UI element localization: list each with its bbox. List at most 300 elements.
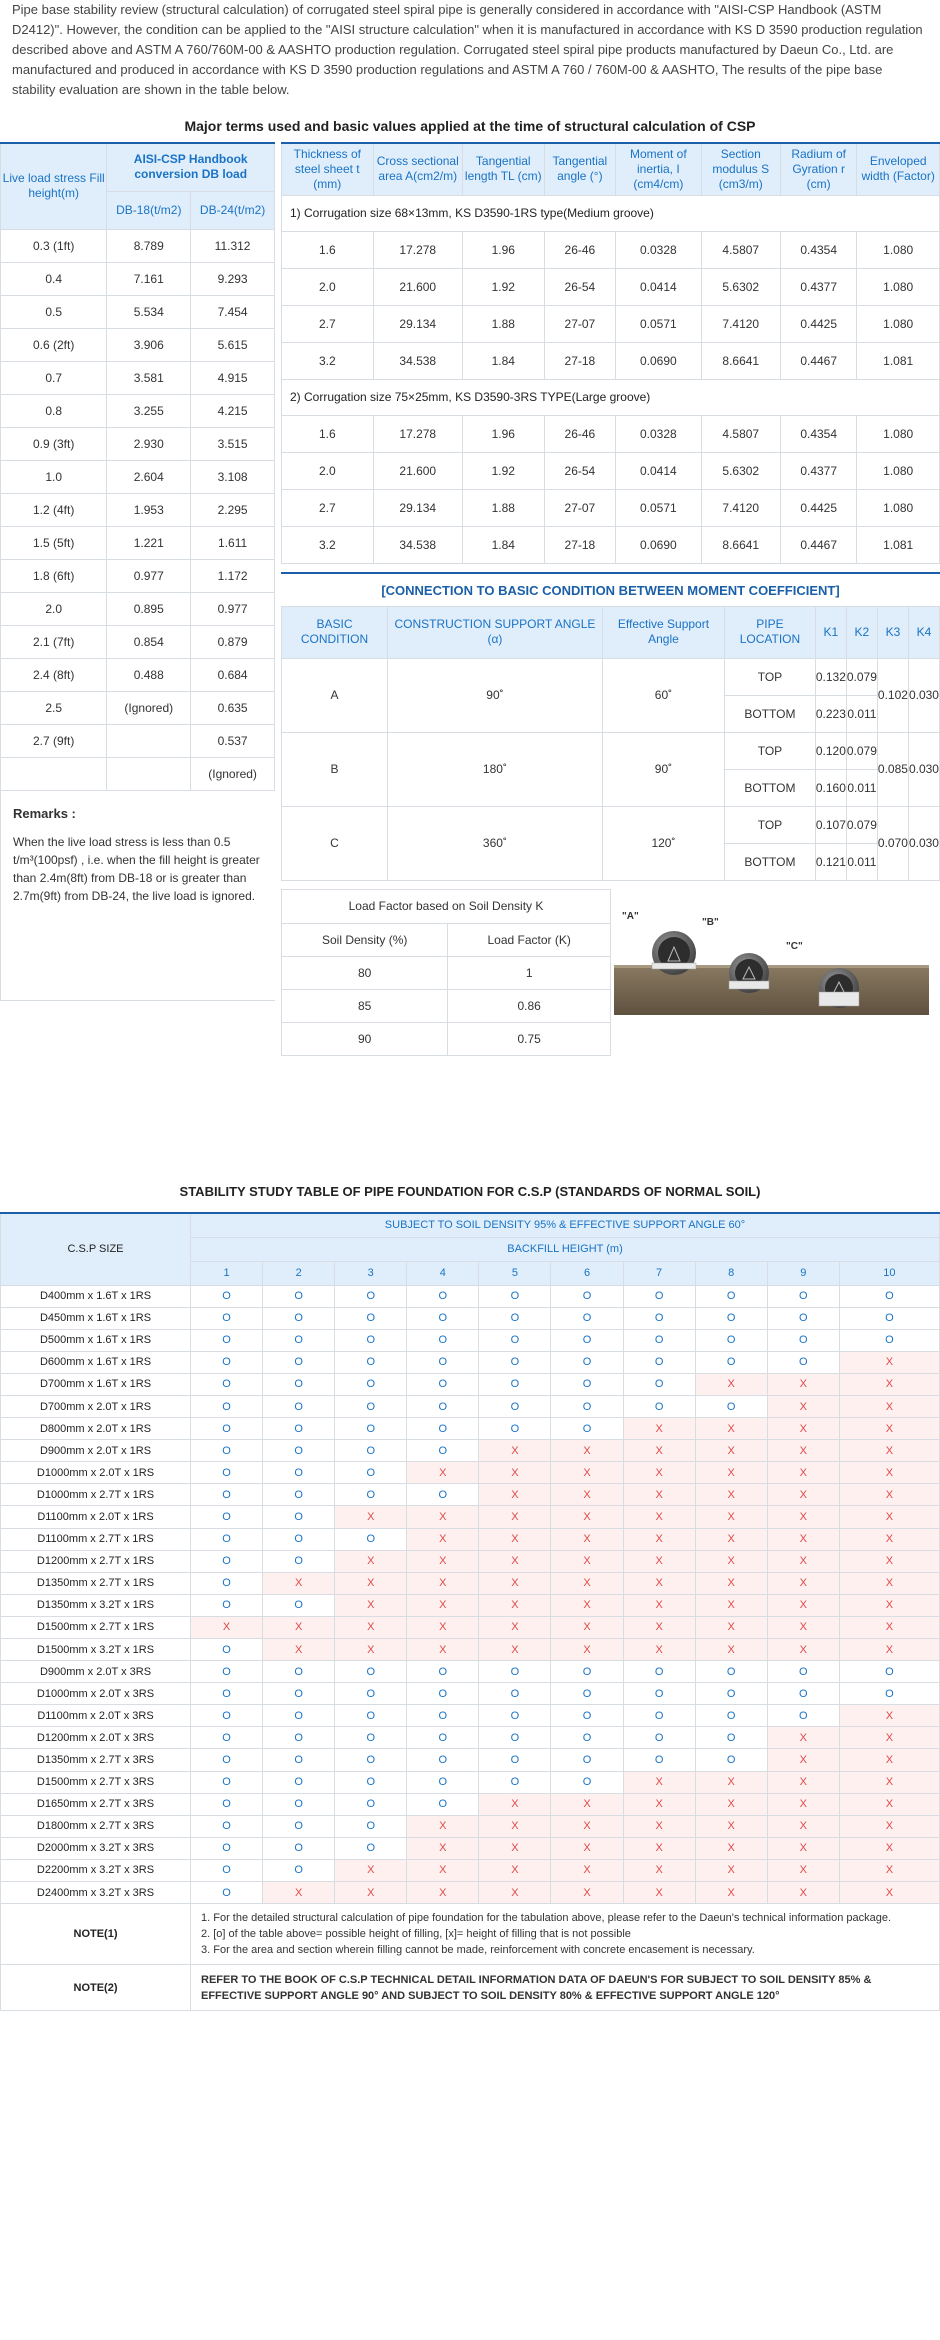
properties-col-header: Enveloped width (Factor) xyxy=(857,143,940,195)
moment-cell: BOTTOM xyxy=(725,695,816,732)
stability-not-possible-mark: X xyxy=(479,1882,551,1904)
stability-possible-mark: O xyxy=(263,1506,335,1528)
stability-not-possible-mark: X xyxy=(407,1639,479,1661)
remarks-text: When the live load stress is less than 0.5 t/m³(100psf) , i.e. when the fill height is greater than 2.4m(8ft) from DB-18 or is greater than 2.7m(9ft) from DB-24, the live load is ignored. xyxy=(13,834,260,903)
properties-cell: 1.92 xyxy=(462,268,544,305)
stability-possible-mark: O xyxy=(767,1285,839,1307)
stability-possible-mark: O xyxy=(191,1705,263,1727)
live-load-row xyxy=(1,658,275,691)
stability-possible-mark: O xyxy=(263,1837,335,1859)
live-load-cell: 2.0 xyxy=(1,592,107,625)
stability-possible-mark: O xyxy=(191,1594,263,1616)
properties-cell: 21.600 xyxy=(373,452,462,489)
stability-not-possible-mark: X xyxy=(623,1594,695,1616)
stability-size: D1500mm x 3.2T x 1RS xyxy=(1,1639,191,1661)
stability-possible-mark: O xyxy=(191,1661,263,1683)
stability-possible-mark: O xyxy=(263,1727,335,1749)
properties-cell: 0.4354 xyxy=(780,231,856,268)
stability-not-possible-mark: X xyxy=(263,1639,335,1661)
stability-not-possible-mark: X xyxy=(335,1572,407,1594)
stability-possible-mark: O xyxy=(623,1373,695,1395)
properties-cell: 1.92 xyxy=(462,452,544,489)
stability-row xyxy=(1,1793,940,1815)
live-load-row xyxy=(1,559,275,592)
stability-not-possible-mark: X xyxy=(767,1506,839,1528)
stability-possible-mark: O xyxy=(695,1749,767,1771)
stability-not-possible-mark: X xyxy=(767,1815,839,1837)
stability-not-possible-mark: X xyxy=(551,1440,623,1462)
stability-not-possible-mark: X xyxy=(479,1859,551,1881)
properties-cell: 0.4377 xyxy=(780,452,856,489)
stability-not-possible-mark: X xyxy=(695,1793,767,1815)
stability-not-possible-mark: X xyxy=(767,1528,839,1550)
live-load-cell: 1.611 xyxy=(191,526,275,559)
stability-col-size: C.S.P SIZE xyxy=(1,1213,191,1285)
stability-not-possible-mark: X xyxy=(839,1705,939,1727)
live-load-row xyxy=(1,526,275,559)
stability-possible-mark: O xyxy=(839,1307,939,1329)
moment-effective-angle: 60˚ xyxy=(602,658,724,732)
stability-possible-mark: O xyxy=(551,1705,623,1727)
stability-possible-mark: O xyxy=(551,1661,623,1683)
stability-possible-mark: O xyxy=(551,1329,623,1351)
stability-not-possible-mark: X xyxy=(767,1727,839,1749)
stability-possible-mark: O xyxy=(407,1484,479,1506)
stability-possible-mark: O xyxy=(623,1351,695,1373)
load-factor-section xyxy=(281,889,940,1056)
stability-not-possible-mark: X xyxy=(623,1528,695,1550)
stability-possible-mark: O xyxy=(335,1837,407,1859)
properties-row xyxy=(282,305,940,342)
moment-cell: 0.011 xyxy=(846,769,877,806)
properties-cell: 3.2 xyxy=(282,342,374,379)
stability-size: D600mm x 1.6T x 1RS xyxy=(1,1351,191,1373)
stability-not-possible-mark: X xyxy=(767,1859,839,1881)
stability-possible-mark: O xyxy=(407,1307,479,1329)
stability-possible-mark: O xyxy=(263,1307,335,1329)
properties-cell: 29.134 xyxy=(373,489,462,526)
moment-row-top xyxy=(282,732,940,769)
properties-col-header: Tangential angle (°) xyxy=(544,143,616,195)
stability-not-possible-mark: X xyxy=(479,1462,551,1484)
live-load-cell: 3.515 xyxy=(191,427,275,460)
stability-possible-mark: O xyxy=(695,1329,767,1351)
stability-possible-mark: O xyxy=(551,1285,623,1307)
load-factor-cell: 0.86 xyxy=(448,989,611,1022)
stability-not-possible-mark: X xyxy=(551,1639,623,1661)
stability-possible-mark: O xyxy=(623,1705,695,1727)
moment-col-header: PIPE LOCATION xyxy=(725,606,816,658)
live-load-cell: 5.615 xyxy=(191,328,275,361)
moment-construction-angle: 180˚ xyxy=(387,732,602,806)
stability-not-possible-mark: X xyxy=(335,1616,407,1638)
live-load-row xyxy=(1,757,275,790)
moment-col-header: K1 xyxy=(815,606,846,658)
stability-not-possible-mark: X xyxy=(551,1837,623,1859)
moment-col-header: Effective Support Angle xyxy=(602,606,724,658)
properties-table xyxy=(281,142,940,564)
illustration-label-b: "B" xyxy=(702,916,719,928)
stability-subject: SUBJECT TO SOIL DENSITY 95% & EFFECTIVE SUPPORT ANGLE 60° xyxy=(191,1213,940,1237)
stability-possible-mark: O xyxy=(695,1683,767,1705)
live-load-cell: 0.9 (3ft) xyxy=(1,427,107,460)
live-load-cell: 2.4 (8ft) xyxy=(1,658,107,691)
stability-not-possible-mark: X xyxy=(479,1837,551,1859)
stability-possible-mark: O xyxy=(191,1506,263,1528)
moment-col-header: BASIC CONDITION xyxy=(282,606,388,658)
stability-not-possible-mark: X xyxy=(767,1484,839,1506)
stability-not-possible-mark: X xyxy=(839,1837,939,1859)
stability-not-possible-mark: X xyxy=(407,1462,479,1484)
stability-not-possible-mark: X xyxy=(335,1882,407,1904)
stability-not-possible-mark: X xyxy=(839,1373,939,1395)
stability-not-possible-mark: X xyxy=(623,1550,695,1572)
properties-cell: 26-46 xyxy=(544,415,616,452)
live-load-cell: 2.5 xyxy=(1,691,107,724)
stability-not-possible-mark: X xyxy=(479,1594,551,1616)
stability-size: D1200mm x 2.7T x 1RS xyxy=(1,1550,191,1572)
stability-row xyxy=(1,1395,940,1417)
stability-not-possible-mark: X xyxy=(695,1639,767,1661)
moment-effective-angle: 120˚ xyxy=(602,806,724,880)
stability-possible-mark: O xyxy=(479,1661,551,1683)
properties-cell: 27-18 xyxy=(544,342,616,379)
stability-possible-mark: O xyxy=(623,1727,695,1749)
stability-possible-mark: O xyxy=(335,1727,407,1749)
live-load-cell: 4.915 xyxy=(191,361,275,394)
stability-not-possible-mark: X xyxy=(551,1793,623,1815)
properties-cell: 26-54 xyxy=(544,452,616,489)
live-load-cell: 3.108 xyxy=(191,460,275,493)
note1-label: NOTE(1) xyxy=(1,1904,191,1965)
stability-size: D700mm x 1.6T x 1RS xyxy=(1,1373,191,1395)
properties-cell: 1.080 xyxy=(857,415,940,452)
stability-possible-mark: O xyxy=(407,1793,479,1815)
stability-size: D1100mm x 2.7T x 1RS xyxy=(1,1528,191,1550)
properties-col-header: Section modulus S (cm3/m) xyxy=(701,143,780,195)
stability-possible-mark: O xyxy=(479,1395,551,1417)
stability-not-possible-mark: X xyxy=(623,1418,695,1440)
properties-row xyxy=(282,342,940,379)
live-load-cell: 0.895 xyxy=(107,592,191,625)
live-load-cell: 3.906 xyxy=(107,328,191,361)
live-load-cell: 0.537 xyxy=(191,724,275,757)
live-load-body xyxy=(1,229,275,790)
stability-possible-mark: O xyxy=(407,1727,479,1749)
stability-possible-mark: O xyxy=(695,1307,767,1329)
stability-possible-mark: O xyxy=(479,1771,551,1793)
stability-not-possible-mark: X xyxy=(335,1506,407,1528)
properties-cell: 1.88 xyxy=(462,305,544,342)
properties-cell: 2.7 xyxy=(282,489,374,526)
moment-construction-angle: 90˚ xyxy=(387,658,602,732)
stability-possible-mark: O xyxy=(263,1793,335,1815)
stability-possible-mark: O xyxy=(551,1771,623,1793)
stability-possible-mark: O xyxy=(191,1462,263,1484)
moment-condition: C xyxy=(282,806,388,880)
properties-cell: 1.84 xyxy=(462,526,544,563)
live-load-cell: 9.293 xyxy=(191,262,275,295)
properties-cell: 2.0 xyxy=(282,268,374,305)
pipe-bedding-illustration xyxy=(611,889,940,1055)
stability-possible-mark: O xyxy=(263,1683,335,1705)
moment-cell: 0.132 xyxy=(815,658,846,695)
stability-possible-mark: O xyxy=(263,1815,335,1837)
live-load-row xyxy=(1,691,275,724)
live-load-row xyxy=(1,427,275,460)
stability-not-possible-mark: X xyxy=(767,1882,839,1904)
live-load-cell: 0.854 xyxy=(107,625,191,658)
stability-not-possible-mark: X xyxy=(767,1550,839,1572)
live-load-panel xyxy=(0,142,275,1072)
stability-possible-mark: O xyxy=(335,1705,407,1727)
stability-possible-mark: O xyxy=(695,1285,767,1307)
live-load-cell: (Ignored) xyxy=(107,691,191,724)
stability-size: D1000mm x 2.7T x 1RS xyxy=(1,1484,191,1506)
stability-not-possible-mark: X xyxy=(623,1882,695,1904)
stability-possible-mark: O xyxy=(623,1749,695,1771)
stability-not-possible-mark: X xyxy=(551,1484,623,1506)
live-load-cell: 0.977 xyxy=(191,592,275,625)
stability-not-possible-mark: X xyxy=(767,1395,839,1417)
properties-row xyxy=(282,452,940,489)
stability-not-possible-mark: X xyxy=(479,1506,551,1528)
live-load-col-fill: Live load stress Fill height(m) xyxy=(1,143,107,229)
moment-cell: BOTTOM xyxy=(725,843,816,880)
properties-cell: 0.0571 xyxy=(616,489,701,526)
properties-col-header: Radium of Gyration r (cm) xyxy=(780,143,856,195)
moment-cell: TOP xyxy=(725,806,816,843)
stability-possible-mark: O xyxy=(263,1484,335,1506)
stability-possible-mark: O xyxy=(479,1705,551,1727)
stability-not-possible-mark: X xyxy=(551,1594,623,1616)
live-load-row xyxy=(1,394,275,427)
stability-row xyxy=(1,1815,940,1837)
live-load-cell: 0.635 xyxy=(191,691,275,724)
stability-possible-mark: O xyxy=(191,1395,263,1417)
stability-possible-mark: O xyxy=(263,1440,335,1462)
live-load-cell: 8.789 xyxy=(107,229,191,262)
properties-group-2: 2) Corrugation size 75×25mm, KS D3590-3RS TYPE(Large groove) xyxy=(282,379,940,415)
top-section xyxy=(0,142,940,1072)
stability-not-possible-mark: X xyxy=(551,1528,623,1550)
stability-possible-mark: O xyxy=(191,1727,263,1749)
properties-cell: 0.4467 xyxy=(780,342,856,379)
properties-cell: 1.080 xyxy=(857,305,940,342)
note1 xyxy=(191,1904,940,1965)
stability-possible-mark: O xyxy=(551,1307,623,1329)
stability-possible-mark: O xyxy=(335,1285,407,1307)
stability-not-possible-mark: X xyxy=(479,1793,551,1815)
backfill-height-header: 2 xyxy=(263,1261,335,1285)
stability-possible-mark: O xyxy=(839,1683,939,1705)
stability-not-possible-mark: X xyxy=(695,1815,767,1837)
properties-cell: 0.0414 xyxy=(616,452,701,489)
live-load-cell: 1.221 xyxy=(107,526,191,559)
properties-panel xyxy=(281,142,940,1072)
stability-row xyxy=(1,1440,940,1462)
live-load-cell xyxy=(107,724,191,757)
stability-row xyxy=(1,1771,940,1793)
stability-not-possible-mark: X xyxy=(695,1418,767,1440)
stability-possible-mark: O xyxy=(191,1307,263,1329)
live-load-cell: 1.0 xyxy=(1,460,107,493)
stability-possible-mark: O xyxy=(191,1837,263,1859)
stability-size: D1100mm x 2.0T x 3RS xyxy=(1,1705,191,1727)
stability-possible-mark: O xyxy=(479,1749,551,1771)
stability-possible-mark: O xyxy=(263,1550,335,1572)
stability-size: D1200mm x 2.0T x 3RS xyxy=(1,1727,191,1749)
moment-cell: 0.223 xyxy=(815,695,846,732)
note1-line-1: 1. For the detailed structural calculation of pipe foundation for the tabulation above, please refer to the Daeun's technical information package. xyxy=(201,1912,892,1925)
properties-cell: 0.4377 xyxy=(780,268,856,305)
stability-not-possible-mark: X xyxy=(839,1727,939,1749)
moment-effective-angle: 90˚ xyxy=(602,732,724,806)
stability-not-possible-mark: X xyxy=(263,1616,335,1638)
stability-possible-mark: O xyxy=(191,1882,263,1904)
live-load-cell: 2.295 xyxy=(191,493,275,526)
stability-not-possible-mark: X xyxy=(695,1837,767,1859)
stability-size: D1000mm x 2.0T x 3RS xyxy=(1,1683,191,1705)
stability-row xyxy=(1,1837,940,1859)
stability-possible-mark: O xyxy=(191,1329,263,1351)
moment-col-header: K4 xyxy=(908,606,939,658)
load-factor-cell: 85 xyxy=(282,989,448,1022)
properties-cell: 1.081 xyxy=(857,342,940,379)
stability-size: D2200mm x 3.2T x 3RS xyxy=(1,1859,191,1881)
stability-possible-mark: O xyxy=(191,1484,263,1506)
stability-possible-mark: O xyxy=(191,1373,263,1395)
stability-possible-mark: O xyxy=(551,1373,623,1395)
properties-cell: 27-07 xyxy=(544,489,616,526)
properties-cell: 0.0328 xyxy=(616,231,701,268)
stability-not-possible-mark: X xyxy=(407,1837,479,1859)
stability-possible-mark: O xyxy=(839,1661,939,1683)
stability-not-possible-mark: X xyxy=(407,1859,479,1881)
stability-not-possible-mark: X xyxy=(695,1882,767,1904)
live-load-cell: 7.161 xyxy=(107,262,191,295)
stability-row xyxy=(1,1639,940,1661)
stability-not-possible-mark: X xyxy=(767,1373,839,1395)
stability-not-possible-mark: X xyxy=(839,1639,939,1661)
stability-size: D1650mm x 2.7T x 3RS xyxy=(1,1793,191,1815)
stability-possible-mark: O xyxy=(335,1418,407,1440)
moment-cell: 0.121 xyxy=(815,843,846,880)
live-load-cell: 0.488 xyxy=(107,658,191,691)
properties-cell: 5.6302 xyxy=(701,452,780,489)
remarks-title: Remarks : xyxy=(13,805,76,821)
live-load-cell: 2.1 (7ft) xyxy=(1,625,107,658)
moment-body xyxy=(282,658,940,880)
stability-size: D900mm x 2.0T x 1RS xyxy=(1,1440,191,1462)
pipe-bedding-image xyxy=(614,903,939,1043)
stability-possible-mark: O xyxy=(767,1705,839,1727)
live-load-cell: 2.7 (9ft) xyxy=(1,724,107,757)
properties-cell: 2.7 xyxy=(282,305,374,342)
stability-row xyxy=(1,1749,940,1771)
stability-possible-mark: O xyxy=(263,1418,335,1440)
stability-title: STABILITY STUDY TABLE OF PIPE FOUNDATION FOR C.S.P (STANDARDS OF NORMAL SOIL) xyxy=(179,1184,761,1199)
properties-cell: 34.538 xyxy=(373,526,462,563)
stability-not-possible-mark: X xyxy=(407,1815,479,1837)
properties-cell: 26-46 xyxy=(544,231,616,268)
stability-possible-mark: O xyxy=(335,1351,407,1373)
live-load-cell: (Ignored) xyxy=(191,757,275,790)
illustration-label-a: "A" xyxy=(622,910,639,922)
stability-not-possible-mark: X xyxy=(479,1550,551,1572)
stability-size: D450mm x 1.6T x 1RS xyxy=(1,1307,191,1329)
stability-not-possible-mark: X xyxy=(551,1550,623,1572)
moment-cell: 0.079 xyxy=(846,806,877,843)
section-title: Major terms used and basic values applied at the time of structural calculation of CSP xyxy=(184,118,756,134)
properties-cell: 2.0 xyxy=(282,452,374,489)
moment-construction-angle: 360˚ xyxy=(387,806,602,880)
stability-size: D2400mm x 3.2T x 3RS xyxy=(1,1882,191,1904)
stability-possible-mark: O xyxy=(191,1749,263,1771)
stability-possible-mark: O xyxy=(407,1329,479,1351)
moment-table xyxy=(281,606,940,881)
stability-not-possible-mark: X xyxy=(839,1528,939,1550)
live-load-cell: 0.8 xyxy=(1,394,107,427)
live-load-row xyxy=(1,460,275,493)
stability-size: D1800mm x 2.7T x 3RS xyxy=(1,1815,191,1837)
properties-cell: 8.6641 xyxy=(701,342,780,379)
stability-not-possible-mark: X xyxy=(839,1572,939,1594)
live-load-cell: 2.604 xyxy=(107,460,191,493)
backfill-height-header: 7 xyxy=(623,1261,695,1285)
note1-line-3: 3. For the area and section wherein filling cannot be made, reinforcement with concrete encasement is necessary. xyxy=(201,1944,755,1957)
stability-not-possible-mark: X xyxy=(479,1440,551,1462)
stability-possible-mark: O xyxy=(263,1285,335,1307)
properties-cell: 7.4120 xyxy=(701,489,780,526)
stability-possible-mark: O xyxy=(623,1285,695,1307)
stability-row xyxy=(1,1859,940,1881)
stability-possible-mark: O xyxy=(479,1727,551,1749)
stability-not-possible-mark: X xyxy=(839,1418,939,1440)
stability-possible-mark: O xyxy=(407,1373,479,1395)
stability-not-possible-mark: X xyxy=(623,1639,695,1661)
stability-possible-mark: O xyxy=(335,1683,407,1705)
stability-not-possible-mark: X xyxy=(191,1616,263,1638)
stability-possible-mark: O xyxy=(335,1771,407,1793)
remarks xyxy=(0,791,275,1001)
moment-condition: B xyxy=(282,732,388,806)
stability-not-possible-mark: X xyxy=(767,1749,839,1771)
stability-possible-mark: O xyxy=(191,1572,263,1594)
stability-not-possible-mark: X xyxy=(839,1395,939,1417)
stability-not-possible-mark: X xyxy=(767,1639,839,1661)
stability-not-possible-mark: X xyxy=(767,1418,839,1440)
stability-possible-mark: O xyxy=(191,1793,263,1815)
properties-cell: 5.6302 xyxy=(701,268,780,305)
stability-possible-mark: O xyxy=(407,1771,479,1793)
live-load-cell: 3.581 xyxy=(107,361,191,394)
live-load-cell: 1.953 xyxy=(107,493,191,526)
live-load-table xyxy=(0,142,275,791)
properties-cell: 1.84 xyxy=(462,342,544,379)
stability-not-possible-mark: X xyxy=(623,1440,695,1462)
backfill-height-header: 9 xyxy=(767,1261,839,1285)
stability-possible-mark: O xyxy=(335,1329,407,1351)
live-load-cell: 11.312 xyxy=(191,229,275,262)
live-load-group-header: AISI-CSP Handbook conversion DB load xyxy=(107,143,275,191)
stability-row xyxy=(1,1616,940,1638)
stability-possible-mark: O xyxy=(191,1550,263,1572)
properties-row xyxy=(282,489,940,526)
moment-title: [CONNECTION TO BASIC CONDITION BETWEEN MOMENT COEFFICIENT] xyxy=(281,572,940,606)
stability-possible-mark: O xyxy=(335,1373,407,1395)
stability-size: D800mm x 2.0T x 1RS xyxy=(1,1418,191,1440)
